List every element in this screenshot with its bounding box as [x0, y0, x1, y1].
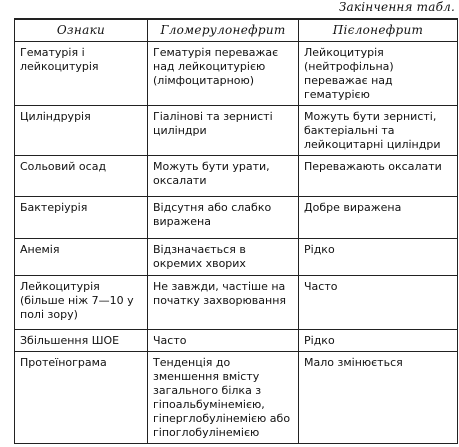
cell-sign: Циліндрурія — [15, 106, 148, 156]
table-row — [15, 276, 458, 330]
cell-sign: Збільшення ШОЕ — [15, 330, 148, 352]
cell-sign: Лейкоцитурія (більше ніж 7—10 у полі зору) — [15, 276, 148, 330]
cell-pyelonephritis: Добре виражена — [299, 197, 458, 239]
header-signs: Ознаки — [15, 19, 148, 42]
table-row — [15, 42, 458, 106]
table-row — [15, 156, 458, 197]
cell-sign: Сольовий осад — [15, 156, 148, 197]
header-glomerulonephritis: Гломерулонефрит — [148, 19, 299, 42]
table-row — [15, 197, 458, 239]
cell-glomerulonephritis: Відсутня або слабко виражена — [148, 197, 299, 239]
cell-pyelonephritis: Рідко — [299, 239, 458, 276]
cell-sign: Анемія — [15, 239, 148, 276]
table-row — [15, 330, 458, 352]
cell-glomerulonephritis: Гематурія переважає над лейкоцитурією (лімфоцитарною) — [148, 42, 299, 106]
cell-glomerulonephritis: Часто — [148, 330, 299, 352]
cell-pyelonephritis: Можуть бути зернисті, бактеріальні та лейкоцитарні циліндри — [299, 106, 458, 156]
cell-sign: Бактеріурія — [15, 197, 148, 239]
comparison-table — [14, 18, 458, 444]
cell-pyelonephritis: Переважають оксалати — [299, 156, 458, 197]
table-header — [15, 19, 458, 42]
cell-pyelonephritis: Часто — [299, 276, 458, 330]
table-row — [15, 106, 458, 156]
cell-glomerulonephritis: Не завжди, частіше на початку захворювання — [148, 276, 299, 330]
header-pyelonephritis: Пієлонефрит — [299, 19, 458, 42]
cell-pyelonephritis: Рідко — [299, 330, 458, 352]
cell-glomerulonephritis: Гіалінові та зернисті циліндри — [148, 106, 299, 156]
table-row — [15, 239, 458, 276]
cell-glomerulonephritis: Можуть бути урати, оксалати — [148, 156, 299, 197]
table-row — [15, 352, 458, 444]
cell-sign: Протеїнограма — [15, 352, 148, 444]
table-continuation-caption: Закінчення табл. — [338, 0, 455, 14]
cell-pyelonephritis: Лейкоцитурія (нейтрофільна) переважає над гематурією — [299, 42, 458, 106]
cell-sign: Гематурія і лейкоцитурія — [15, 42, 148, 106]
cell-glomerulonephritis: Відзначається в окремих хворих — [148, 239, 299, 276]
table-body — [15, 42, 458, 444]
header-row — [15, 19, 458, 42]
cell-pyelonephritis: Мало змінюється — [299, 352, 458, 444]
cell-glomerulonephritis: Тенденція до зменшення вмісту загального білка з гіпоальбумінемією, гіперглобулінемією або гіпоглобулінемією — [148, 352, 299, 444]
